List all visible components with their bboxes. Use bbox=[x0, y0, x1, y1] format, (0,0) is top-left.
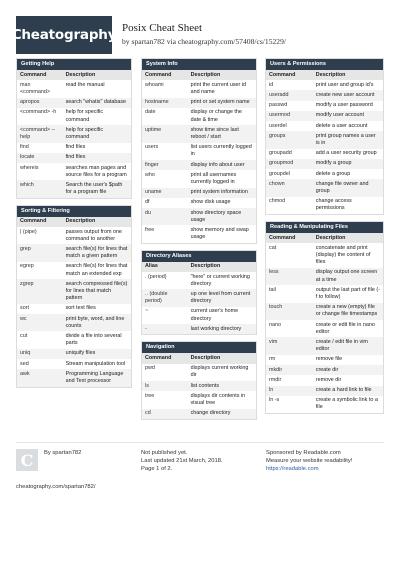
command-name: chmod bbox=[269, 198, 286, 205]
command-description: displays current working dir bbox=[190, 365, 249, 379]
column-2 bbox=[141, 58, 257, 426]
section-title: System Info bbox=[142, 59, 256, 70]
command-description: print all usernames currently logged in bbox=[190, 171, 237, 185]
command-name: .. (double period) bbox=[142, 289, 188, 306]
command-description: create new user account bbox=[313, 90, 383, 100]
table-row bbox=[142, 80, 256, 97]
table-row bbox=[266, 365, 383, 375]
table-row bbox=[142, 198, 256, 208]
command-name: find bbox=[20, 144, 29, 151]
command-name: users bbox=[145, 144, 159, 151]
column-header: Description bbox=[63, 217, 131, 227]
section-title: Navigation bbox=[142, 342, 256, 353]
command-description: create a symbolic link to a file bbox=[315, 397, 378, 411]
section-getting-help bbox=[16, 58, 132, 199]
command-name: id bbox=[269, 81, 274, 88]
command-name: <command> -h bbox=[20, 109, 57, 116]
command-description: concatenate and print (display) the content of files bbox=[315, 244, 371, 266]
command-description: create a hard link to file bbox=[313, 386, 383, 396]
author-byline[interactable]: By spartan782 bbox=[44, 450, 82, 456]
table-row bbox=[266, 320, 383, 337]
command-description: sort text files bbox=[65, 305, 96, 312]
command-name: whereis bbox=[20, 164, 39, 171]
command-description: print byte, word, and line counts bbox=[63, 314, 131, 331]
command-description: up one level from current directory bbox=[188, 289, 256, 306]
column-header: Description bbox=[313, 70, 383, 80]
footer-status bbox=[141, 449, 261, 473]
command-description: show time since last reboot / start bbox=[188, 125, 256, 142]
table-header-row bbox=[17, 217, 131, 227]
command-name: sed bbox=[20, 360, 29, 367]
command-description: Stream manipulation tool bbox=[65, 360, 126, 367]
command-table bbox=[266, 233, 383, 413]
command-description: current user's home directory bbox=[190, 308, 239, 322]
page-number: Page 1 of 2. bbox=[141, 466, 173, 472]
command-description: print or set system name bbox=[188, 98, 256, 108]
command-name: vim bbox=[266, 337, 313, 354]
table-row bbox=[142, 125, 256, 142]
column-3 bbox=[265, 58, 384, 420]
command-name: passwd bbox=[269, 102, 288, 109]
cheatography-logo[interactable]: Cheatography bbox=[16, 16, 112, 54]
command-name: cat bbox=[269, 244, 277, 251]
command-name: | (pipe) bbox=[20, 228, 37, 235]
command-name: <command> --help bbox=[17, 125, 63, 142]
column-header: Command bbox=[266, 70, 313, 80]
command-name: locate bbox=[17, 153, 63, 163]
command-name: free bbox=[145, 226, 155, 233]
command-description: uniquify files bbox=[63, 349, 131, 359]
command-table bbox=[266, 70, 383, 214]
table-row bbox=[142, 307, 256, 324]
table-row bbox=[266, 197, 383, 214]
section-title: Getting Help bbox=[17, 59, 131, 70]
command-description: show directory space usage bbox=[188, 208, 256, 225]
table-row bbox=[266, 386, 383, 396]
column-header: Command bbox=[142, 70, 188, 80]
command-name: hostname bbox=[142, 98, 188, 108]
table-row bbox=[17, 125, 131, 142]
command-name: uniq bbox=[17, 349, 63, 359]
command-description: passes output from one command to another bbox=[65, 228, 122, 242]
table-row bbox=[266, 101, 383, 111]
command-description: change access permissions bbox=[315, 198, 352, 212]
command-description: print group names a user is in bbox=[313, 131, 383, 148]
command-description: create / edit file in vim editor bbox=[313, 337, 383, 354]
section-title: Users & Permissions bbox=[266, 59, 383, 70]
section-system-info bbox=[141, 58, 257, 244]
command-description: display or change the date & time bbox=[190, 109, 242, 123]
table-row bbox=[266, 149, 383, 159]
command-table bbox=[17, 217, 131, 387]
command-name: tail bbox=[269, 286, 276, 293]
table-row bbox=[142, 160, 256, 170]
command-name: rm bbox=[269, 356, 276, 363]
command-description: find files bbox=[65, 144, 86, 151]
author-url[interactable]: cheatography.com/spartan782/ bbox=[16, 484, 96, 490]
command-description: show disk usage bbox=[190, 199, 231, 206]
table-row bbox=[266, 268, 383, 285]
section-reading-files bbox=[265, 221, 384, 414]
command-name: du bbox=[142, 208, 188, 225]
command-name: uptime bbox=[142, 125, 188, 142]
command-description: searches man pages and source files for a program bbox=[65, 164, 127, 178]
table-row bbox=[266, 80, 383, 90]
command-table bbox=[17, 70, 131, 198]
column-header: Description bbox=[188, 353, 256, 363]
table-header-row bbox=[17, 70, 131, 80]
command-description: modify a group bbox=[313, 159, 383, 169]
table-row bbox=[17, 163, 131, 180]
table-row bbox=[17, 262, 131, 279]
table-row bbox=[17, 349, 131, 359]
command-name: ~ bbox=[145, 308, 149, 315]
table-row bbox=[266, 355, 383, 365]
command-name: ln -s bbox=[269, 397, 280, 404]
column-header: Description bbox=[188, 70, 256, 80]
table-row bbox=[266, 90, 383, 100]
command-name: df bbox=[145, 199, 150, 206]
table-row bbox=[142, 409, 256, 419]
command-description: Search the user's $path for a program file bbox=[63, 180, 131, 197]
command-name: which bbox=[17, 180, 63, 197]
table-row bbox=[142, 98, 256, 108]
author-avatar: C bbox=[16, 449, 38, 471]
command-description: output the last part of file (-f to follow) bbox=[315, 286, 380, 300]
table-row bbox=[17, 108, 131, 125]
table-header-row bbox=[266, 70, 383, 80]
table-row bbox=[142, 391, 256, 408]
command-name: man <command> bbox=[20, 81, 50, 95]
table-row bbox=[17, 369, 131, 386]
last-updated: Last updated 21st March, 2018. bbox=[141, 458, 223, 464]
table-header-row bbox=[142, 262, 256, 272]
table-row bbox=[17, 180, 131, 197]
section-title: Reading & Manipulating Files bbox=[266, 222, 383, 233]
page-footer bbox=[16, 442, 384, 502]
command-name: zgrep bbox=[17, 279, 63, 304]
table-row bbox=[266, 179, 383, 196]
table-row bbox=[142, 272, 256, 289]
table-row bbox=[266, 111, 383, 121]
table-row bbox=[266, 337, 383, 354]
command-description: create or edit file in nano editor bbox=[315, 321, 375, 335]
table-row bbox=[17, 227, 131, 244]
table-row bbox=[266, 131, 383, 148]
command-description: find files bbox=[63, 153, 131, 163]
command-name: who bbox=[145, 171, 155, 178]
command-name: awk bbox=[17, 369, 63, 386]
command-description: search file(s) for lines that match a given pattern bbox=[63, 244, 131, 261]
table-row bbox=[17, 98, 131, 108]
command-name: tree bbox=[145, 392, 155, 399]
command-table bbox=[142, 70, 256, 243]
command-name: whoami bbox=[145, 81, 164, 88]
table-header-row bbox=[142, 70, 256, 80]
table-row bbox=[266, 121, 383, 131]
table-header-row bbox=[266, 233, 383, 243]
table-row bbox=[142, 381, 256, 391]
command-name: nano bbox=[269, 321, 281, 328]
table-row bbox=[142, 143, 256, 160]
table-row bbox=[17, 244, 131, 261]
command-name: egrep bbox=[20, 263, 34, 270]
command-table bbox=[142, 262, 256, 335]
command-name: chown bbox=[266, 179, 313, 196]
sponsor-label[interactable]: Sponsored by Readable.com bbox=[266, 450, 341, 456]
command-name: uname bbox=[142, 188, 188, 198]
column-header: Description bbox=[63, 70, 131, 80]
table-row bbox=[266, 375, 383, 385]
command-description: last working directory bbox=[188, 324, 256, 334]
table-row bbox=[17, 80, 131, 97]
command-name: wc bbox=[17, 314, 63, 331]
table-row bbox=[266, 285, 383, 302]
command-description: print the current user id and name bbox=[190, 81, 247, 95]
command-description: Programming Language and Text processor bbox=[63, 369, 131, 386]
sheet-header bbox=[11, 16, 384, 60]
command-description: remove file bbox=[315, 356, 343, 363]
page-subtitle[interactable]: by spartan782 via cheatography.com/57408/cs/15229/ bbox=[122, 37, 286, 46]
column-header: Command bbox=[17, 217, 63, 227]
column-header: Command bbox=[142, 353, 188, 363]
command-description: modify user account bbox=[313, 111, 383, 121]
command-name: less bbox=[266, 268, 313, 285]
command-name: userdel bbox=[269, 122, 287, 129]
section-users-permissions bbox=[265, 58, 384, 215]
table-row bbox=[266, 169, 383, 179]
table-header-row bbox=[142, 353, 256, 363]
command-description: create dir bbox=[313, 365, 383, 375]
command-name: grep bbox=[17, 244, 63, 261]
command-name: date bbox=[145, 109, 156, 116]
sponsor-url[interactable]: https://readable.com bbox=[266, 466, 319, 472]
table-row bbox=[142, 108, 256, 125]
command-description: print user and group id's bbox=[315, 81, 374, 88]
command-description: list users currently logged in bbox=[190, 144, 252, 158]
section-navigation bbox=[141, 341, 257, 419]
command-name: finger bbox=[142, 160, 188, 170]
table-row bbox=[17, 359, 131, 369]
command-description: change file owner and group bbox=[313, 179, 383, 196]
command-name: groupmod bbox=[266, 159, 313, 169]
command-description: help for specific command bbox=[63, 125, 131, 142]
command-name: cd bbox=[142, 409, 188, 419]
table-row bbox=[142, 324, 256, 334]
command-description: display output one screen at a time bbox=[313, 268, 383, 285]
command-description: list contents bbox=[188, 381, 256, 391]
command-description: create a new (empty) file or change file timestamps bbox=[313, 303, 383, 320]
table-row bbox=[17, 314, 131, 331]
section-title: Directory Aliases bbox=[142, 251, 256, 262]
command-name: cut bbox=[20, 332, 28, 339]
table-row bbox=[142, 188, 256, 198]
table-row bbox=[17, 143, 131, 153]
footer-author bbox=[16, 449, 136, 491]
command-description: read the manual bbox=[65, 81, 105, 88]
table-row bbox=[266, 396, 383, 413]
command-name: sort bbox=[20, 305, 29, 312]
table-row bbox=[17, 304, 131, 314]
command-name: touch bbox=[266, 303, 313, 320]
column-header: Alias bbox=[142, 262, 188, 272]
command-description: displays dir contents in visual tree bbox=[190, 392, 246, 406]
command-description: search compressed file(s) for lines that match pattern bbox=[63, 279, 131, 304]
sponsor-tagline: Measure your website readability! bbox=[266, 458, 353, 464]
command-name: ln bbox=[266, 386, 313, 396]
command-description: delete a group bbox=[315, 170, 351, 177]
table-row bbox=[142, 364, 256, 381]
command-name: useradd bbox=[266, 90, 313, 100]
command-description: change directory bbox=[188, 409, 256, 419]
command-name: . (period) bbox=[145, 273, 167, 280]
publish-status: Not published yet. bbox=[141, 450, 188, 456]
command-name: groups bbox=[266, 131, 313, 148]
table-row bbox=[266, 159, 383, 169]
table-row bbox=[142, 289, 256, 306]
column-header: Description bbox=[188, 262, 256, 272]
command-name: groupadd bbox=[269, 150, 292, 157]
command-description: delete a user account bbox=[315, 122, 368, 129]
command-description: add a user security group bbox=[315, 150, 377, 157]
command-name: mkdir bbox=[266, 365, 313, 375]
table-row bbox=[142, 170, 256, 187]
column-header: Command bbox=[17, 70, 63, 80]
command-name: usermod bbox=[266, 111, 313, 121]
command-description: "here" or current working directory bbox=[190, 273, 250, 287]
command-description: modify a user password bbox=[315, 102, 373, 109]
command-description: search "whatis" database bbox=[63, 98, 131, 108]
command-description: divide a file into several parts bbox=[65, 332, 122, 347]
table-row bbox=[17, 279, 131, 304]
command-name: ls bbox=[142, 381, 188, 391]
footer-sponsor bbox=[266, 449, 384, 473]
command-name: pwd bbox=[145, 365, 155, 372]
table-row bbox=[142, 208, 256, 225]
command-description: help for specific command bbox=[65, 109, 104, 123]
section-title: Sorting & Filtering bbox=[17, 206, 131, 217]
section-directory-aliases bbox=[141, 250, 257, 336]
command-description: search file(s) for lines that match an extended exp bbox=[65, 263, 128, 277]
command-description: print system information bbox=[188, 188, 256, 198]
command-description: show memory and swap usage bbox=[190, 226, 249, 241]
column-1 bbox=[16, 58, 132, 394]
table-row bbox=[17, 153, 131, 163]
table-row bbox=[142, 225, 256, 242]
column-header: Description bbox=[313, 233, 383, 243]
command-description: remove dir bbox=[315, 376, 342, 383]
column-header: Command bbox=[266, 233, 313, 243]
command-name: apropos bbox=[17, 98, 63, 108]
section-sorting-filtering bbox=[16, 205, 132, 388]
table-row bbox=[266, 243, 383, 268]
page-title: Posix Cheat Sheet bbox=[122, 22, 203, 34]
command-name: rmdir bbox=[269, 376, 282, 383]
table-row bbox=[266, 303, 383, 320]
table-row bbox=[17, 331, 131, 348]
command-table bbox=[142, 353, 256, 418]
command-name: - bbox=[142, 324, 188, 334]
command-description: display info about user bbox=[188, 160, 256, 170]
command-name: groupdel bbox=[269, 170, 290, 177]
